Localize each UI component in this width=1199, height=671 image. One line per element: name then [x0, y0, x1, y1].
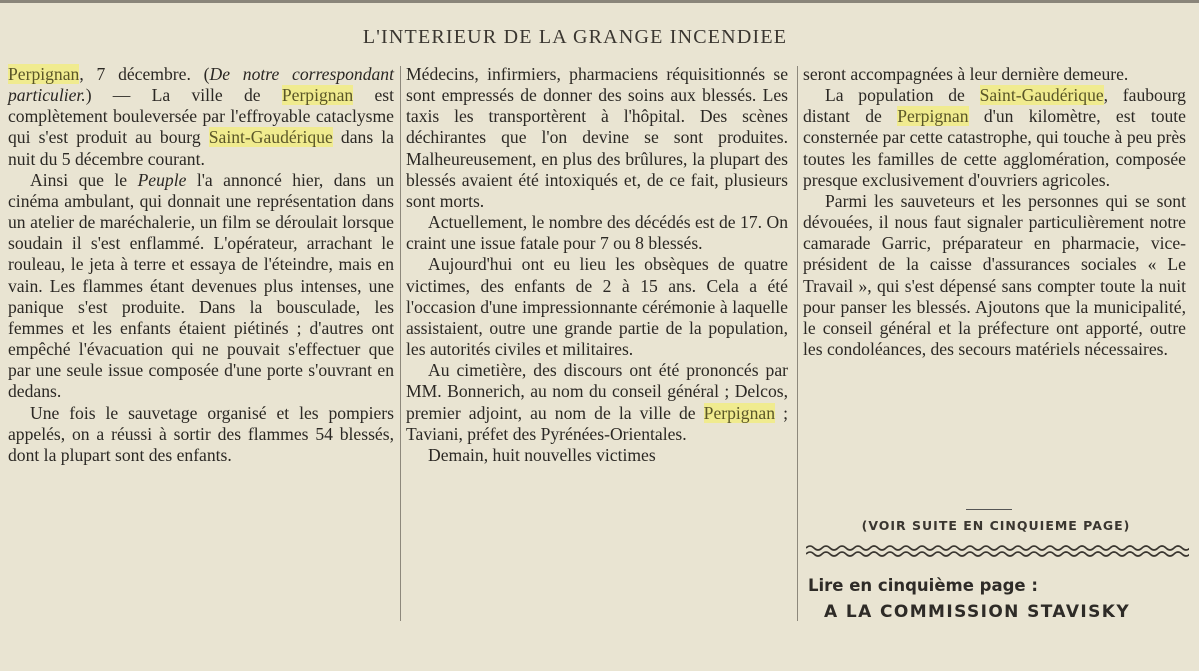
- paragraph-text: d'un kilomètre, est toute consternée par cette catastrophe, qui touche à peu près toutes les familles de cette agglomération, composée presque exclusivement d'ouvriers agricoles.: [803, 106, 1186, 190]
- article-column-2: [406, 64, 788, 466]
- paragraph-text: , faubourg distant de: [803, 85, 1186, 127]
- paragraph: Aujourd'hui ont eu lieu les obsèques de quatre victimes, des enfants de 2 à 15 ans. Cela a été l'occasion d'une impressionnante cérémonie à laquelle assistaient, outre une grande partie de la population, les autorités civiles et militaires.: [406, 254, 788, 360]
- paragraph: Médecins, infirmiers, pharmaciens réquisitionnés se sont empressés de donner des soins aux blessés. Les taxis les transportèrent à l'hôpital. Des scènes déchirantes que l'on devine se sont produites. Malheureusement, en plus des brûlures, la plupart des blessés avaient été intoxiqués et, de ce fait, plusieurs sont morts.: [406, 64, 788, 211]
- paragraph-text: La population de: [825, 85, 980, 106]
- paragraph: Demain, huit nouvelles victimes: [428, 444, 656, 465]
- column-divider-1: [400, 66, 401, 621]
- paragraph-text: Ainsi que le: [30, 169, 138, 190]
- paragraph: [406, 360, 788, 445]
- paragraph: Une fois le sauvetage organisé et les pompiers appelés, on a réussi à sortir des flammes 54 blessés, dont la plupart sont des enfants.: [8, 402, 394, 465]
- paragraph: Parmi les sauveteurs et les personnes qui se sont dévouées, il nous faut signaler particulièrement notre camarade Garric, préparateur en pharmacie, vice-président de la caisse d'assurances sociales « Le Travail », qui s'est dépensé sans compter toute la nuit pour panser les blessés. Ajoutons que la municipalité, le conseil général et la préfecture ont apporté, outre les condoléances, des secours matériels nécessaires.: [803, 190, 1186, 360]
- read-more-label: Lire en cinquième page :: [808, 576, 1038, 595]
- top-border-line: [0, 0, 1199, 3]
- wavy-rule-ornament: [806, 543, 1189, 559]
- paragraph: Actuellement, le nombre des décédés est de 17. On craint une issue fatale pour 7 ou 8 blessés.: [406, 212, 788, 254]
- paragraph: [8, 170, 394, 403]
- place-name: Perpignan: [8, 64, 80, 84]
- newspaper-name: Peuple: [137, 169, 187, 190]
- paragraph: [803, 85, 1186, 191]
- place-name: Perpignan: [281, 85, 354, 106]
- paragraph-text: l'a annoncé hier, dans un cinéma ambulant, qui donnait une représentation dans un atelier de maréchalerie, un film se déroulait lorsque soudain il s'est enflammé. L'opérateur, arrachant le rouleau, le jeta à terre et essaya de l'éteindre, mais en vain. Les flammes étant devenues plus intenses, une panique s'est produite. Dans la bousculade, les femmes et les enfants étaient piétinés ; d'autres ont empêché l'évacuation qui ne pouvait s'effectuer que par une seule issue composée d'une porte s'ouvrant en dedans.: [8, 169, 395, 402]
- paragraph-text: est complètement bouleversée par l'effroyable cataclysme qui s'est produit au bourg: [8, 85, 394, 148]
- paragraph-text: dans la nuit du 5 décembre courant.: [8, 127, 394, 169]
- correspondent-credit: De notre correspondant particulier.: [8, 64, 394, 106]
- place-name: Perpignan: [897, 106, 969, 127]
- paragraph-text: Au cimetière, des discours ont été prononcés par MM. Bonnerich, au nom du conseil général ; Delcos, premier adjoint, au nom de la ville de: [406, 360, 788, 423]
- article-column-1: [8, 64, 394, 466]
- short-rule: [966, 509, 1012, 510]
- article-headline: L'INTERIEUR DE LA GRANGE INCENDIEE: [362, 26, 788, 48]
- continuation-note: (VOIR SUITE EN CINQUIEME PAGE): [861, 518, 1131, 533]
- place-name: Perpignan: [703, 402, 776, 423]
- place-name: Saint-Gaudérique: [208, 127, 333, 148]
- paragraph-text: ) — La ville de: [85, 85, 282, 106]
- dateline-paragraph: [8, 64, 394, 170]
- column-divider-2: [797, 66, 798, 621]
- teaser-headline: A LA COMMISSION STAVISKY: [824, 602, 1131, 622]
- dateline-text: , 7 décembre. (: [79, 64, 210, 84]
- place-name: Saint-Gaudérique: [979, 85, 1104, 106]
- paragraph-text: ; Taviani, préfet des Pyrénées-Orientales.: [406, 402, 788, 444]
- article-column-3: [803, 64, 1186, 360]
- paragraph: seront accompagnées à leur dernière demeure.: [803, 64, 1129, 84]
